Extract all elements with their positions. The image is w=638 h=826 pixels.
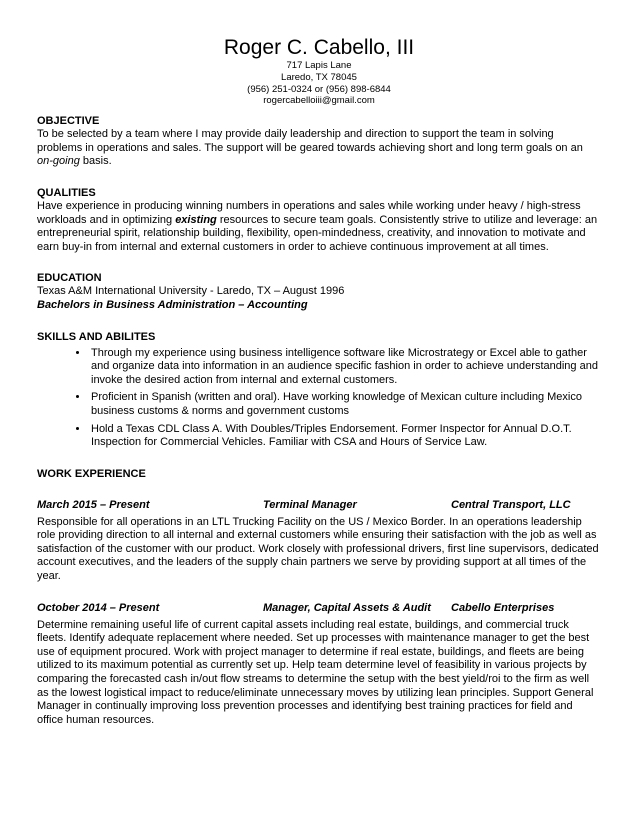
- phone-line: (956) 251-0324 or (956) 898-6844: [247, 83, 391, 95]
- address-line: 717 Lapis Lane: [286, 60, 352, 71]
- education-school: Texas A&M International University - Laredo, TX – August 1996: [37, 285, 345, 298]
- work-section: [37, 468, 601, 728]
- job-date: March 2015 – Present: [37, 498, 150, 511]
- job-entry: [37, 499, 601, 584]
- education-title: EDUCATION: [37, 272, 102, 285]
- job-date: October 2014 – Present: [37, 601, 160, 614]
- education-degree: Bachelors in Business Administration – Accounting: [37, 298, 308, 311]
- job-header: [37, 602, 601, 615]
- objective-italic: on-going: [37, 155, 80, 168]
- email-line: rogercabelloiii@gmail.com: [263, 95, 375, 107]
- job-description: Responsible for all operations in an LTL Trucking Facility on the US / Mexico Border. In an operations leadership role providing direction to all internal and external customers while ensuring their satisfaction with the job as well as satisfaction of the customer with our product. Work closely with professional drivers, first line supervisors, dedicated account executives, and the leaders of the supply chain partners we serve by providing support at all times of the year.: [37, 515, 599, 583]
- skills-list-item: • Proficient in Spanish (written and oral). Have working knowledge of Mexican culture including Mexico business customs & norms and government customs: [89, 391, 601, 418]
- qualities-section: [37, 187, 601, 254]
- skills-title: SKILLS AND ABILITES: [37, 330, 156, 343]
- city-line: Laredo, TX 78045: [281, 71, 357, 83]
- qualities-title: QUALITIES: [37, 186, 96, 199]
- job-position: Terminal Manager: [263, 498, 357, 511]
- objective-title: OBJECTIVE: [37, 115, 100, 128]
- job-position: Manager, Capital Assets & Audit: [263, 601, 431, 614]
- skills-list-item: • Through my experience using business intelligence software like Microstrategy or Excel able to gather and organize data into information in an audience specific fashion in order to achieve understanding and invoke the desired action from internal and external customers.: [89, 347, 601, 388]
- education-section: [37, 272, 601, 312]
- work-title: WORK EXPERIENCE: [37, 467, 146, 480]
- job-company: Central Transport, LLC: [451, 498, 571, 511]
- objective-text: To be selected by a team where I may provide daily leadership and direction to support the team in solving problems in operations and sales. The support will be geared towards achieving short and long term goals on an on-going basis.: [37, 128, 583, 168]
- job-header: [37, 499, 601, 512]
- skills-list: [37, 347, 601, 450]
- skills-section: [37, 331, 601, 450]
- qualities-emphasis: existing: [175, 213, 217, 226]
- job-company: Cabello Enterprises: [451, 601, 555, 614]
- job-description: Determine remaining useful life of current capital assets including real estate, buildings, and commercial truck fleets. Identify adequate replacement where needed. Set up processes with maintenance manager to get the best use of equipment procured. Work with project manager to determine if real estate, buildings, and fleets are being utilized to its maximum potential as currently set up. Help team determine level of feasibility in various projects by comparing the forecasted cash in/out flow streams to determine the setup with the best yield/roi to the firm as well as the lowest logistical impact to reduce/eliminate unnecessary moves by utilizing lean principles. Support General Manager in continually improving loss prevention processes and identifying best training practices for field and office human resources.: [37, 618, 594, 726]
- resume-header: [37, 0, 601, 107]
- job-entry: [37, 602, 601, 728]
- applicant-name: Roger C. Cabello, III: [223, 36, 415, 59]
- qualities-text: Have experience in producing winning numbers in operations and sales while working under heavy / high-stress workloads and in optimizing existing resources to secure team goals. Consistently strive to utilize and leverage: an entrepreneurial spirit, relationship building, flexibility, open-mindedness, creativity, and innovation to motivate and earn buy-in from internal and external customers in order to achieve continuous improvement at all times.: [37, 199, 598, 253]
- skills-list-item: • Hold a Texas CDL Class A. With Doubles/Triples Endorsement. Former Inspector for Annual D.O.T. Inspection for Commercial Vehicles. Familiar with CSA and Hours of Service Law.: [89, 423, 601, 450]
- objective-section: [37, 115, 601, 169]
